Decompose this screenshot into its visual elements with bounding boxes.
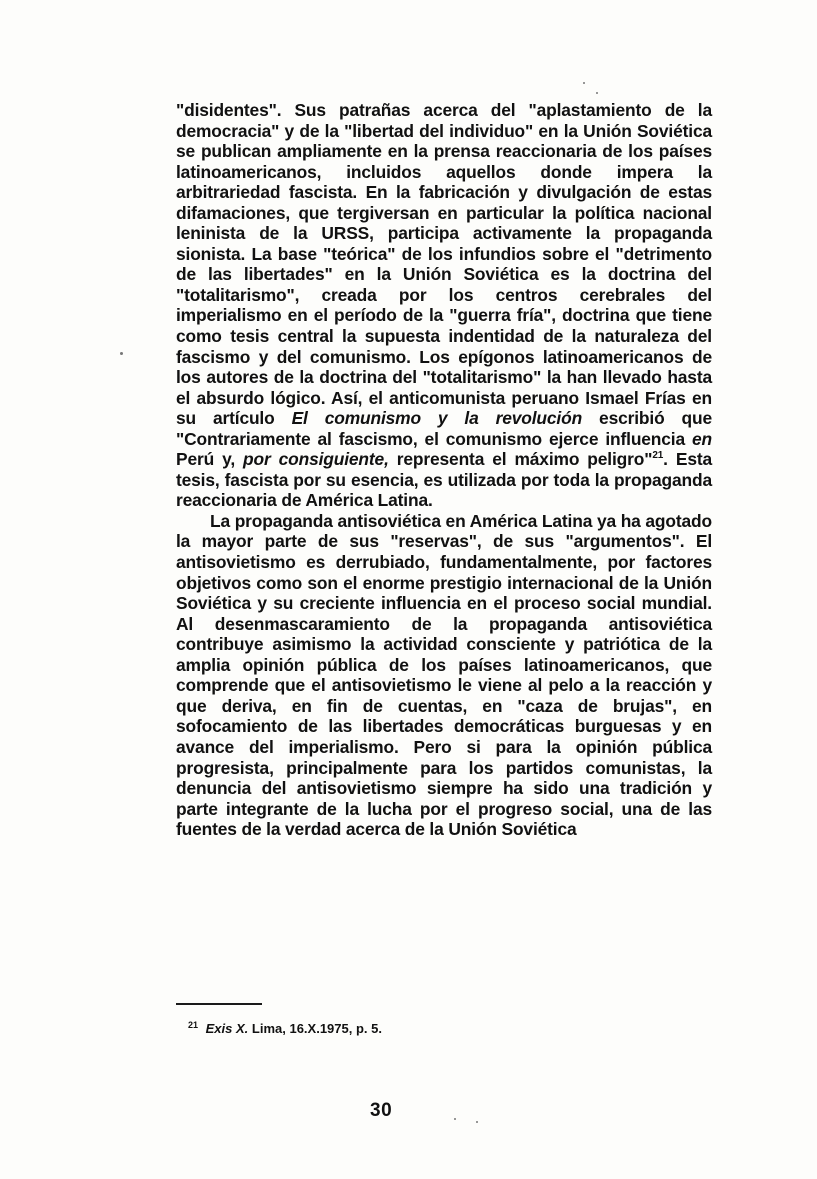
footnote-source: Exis X. bbox=[205, 1021, 249, 1036]
footnote-reference[interactable]: 21 bbox=[652, 450, 664, 462]
print-speck bbox=[583, 82, 585, 84]
print-speck bbox=[596, 92, 598, 94]
footnote-separator bbox=[176, 1003, 262, 1005]
paragraph-1-part-d: representa el máximo peligro" bbox=[388, 449, 653, 470]
article-title: El comunismo y la revolución bbox=[291, 408, 583, 429]
emphasis-en: en bbox=[692, 428, 712, 449]
paragraph-1-part-e: . Esta tesis, fascista por su esencia, es utilizada por toda la propaganda reaccionaria de América Latina. bbox=[176, 449, 713, 511]
paragraph-1 bbox=[176, 100, 712, 511]
page-number: 30 bbox=[370, 1100, 393, 1121]
print-speck bbox=[476, 1121, 478, 1123]
footnote-number: 21 bbox=[188, 1019, 199, 1030]
emphasis-por-consiguiente: por consiguiente, bbox=[243, 449, 389, 470]
print-speck bbox=[454, 1118, 456, 1120]
paragraph-1-part-b: escribió que "Contrariamente al fascismo, el comunismo ejerce influencia bbox=[176, 408, 712, 449]
paragraph-1-part-c: Perú y, bbox=[176, 449, 244, 470]
footnote-detail: Lima, 16.X.1975, p. 5. bbox=[251, 1021, 382, 1036]
print-speck bbox=[120, 352, 123, 355]
paragraph-1-part-a: "disidentes". Sus patrañas acerca del "aplastamiento de la democracia" y de la "libertad del individuo" en la Unión Soviética se publican ampliamente en la prensa reaccionaria de los países latinoamericanos, incluidos aquellos donde impera la arbitrariedad fascista. En la fabricación y divulgación de estas difamaciones, que tergiversan en particular la política nacional leninista de la URSS, participa activamente la propaganda sionista. La base "teórica" de los infundios sobre el "detrimento de las libertades" en la Unión Soviética es la doctrina del "totalitarismo", creada por los centros cerebrales del imperialismo en el período de la "guerra fría", doctrina que tiene como tesis central la supuesta indentidad de la naturaleza del fascismo y del comunismo. Los epígonos latinoamericanos de los autores de la doctrina del "totalitarismo" la han llevado hasta el absurdo lógico. Así, el anticomunista peruano Ismael Frías en su artículo bbox=[176, 100, 712, 429]
body-text bbox=[176, 100, 712, 840]
paragraph-2: La propaganda antisoviética en América Latina ya ha agotado la mayor parte de sus "reservas", de sus "argumentos". El antisovietismo es derrubiado, fundamentalmente, por factores objetivos como son el enorme prestigio internacional de la Unión Soviética y su creciente influencia en el proceso social mundial. Al desenmascaramiento de la propaganda antisoviética contribuye asimismo la actividad consciente y patriótica de la amplia opinión pública de los países latinoamericanos, que comprende que el antisovietismo le viene al pelo a la reacción y que deriva, en fin de cuentas, en "caza de brujas", en sofocamiento de las libertades democráticas burguesas y en avance del imperialismo. Pero si para la opinión pública progresista, principalmente para los partidos comunistas, la denuncia del antisovietismo siempre ha sido una tradición y parte integrante de la lucha por el progreso social, una de las fuentes de la verdad acerca de la Unión Soviética bbox=[176, 510, 712, 840]
footnote bbox=[188, 1021, 588, 1037]
